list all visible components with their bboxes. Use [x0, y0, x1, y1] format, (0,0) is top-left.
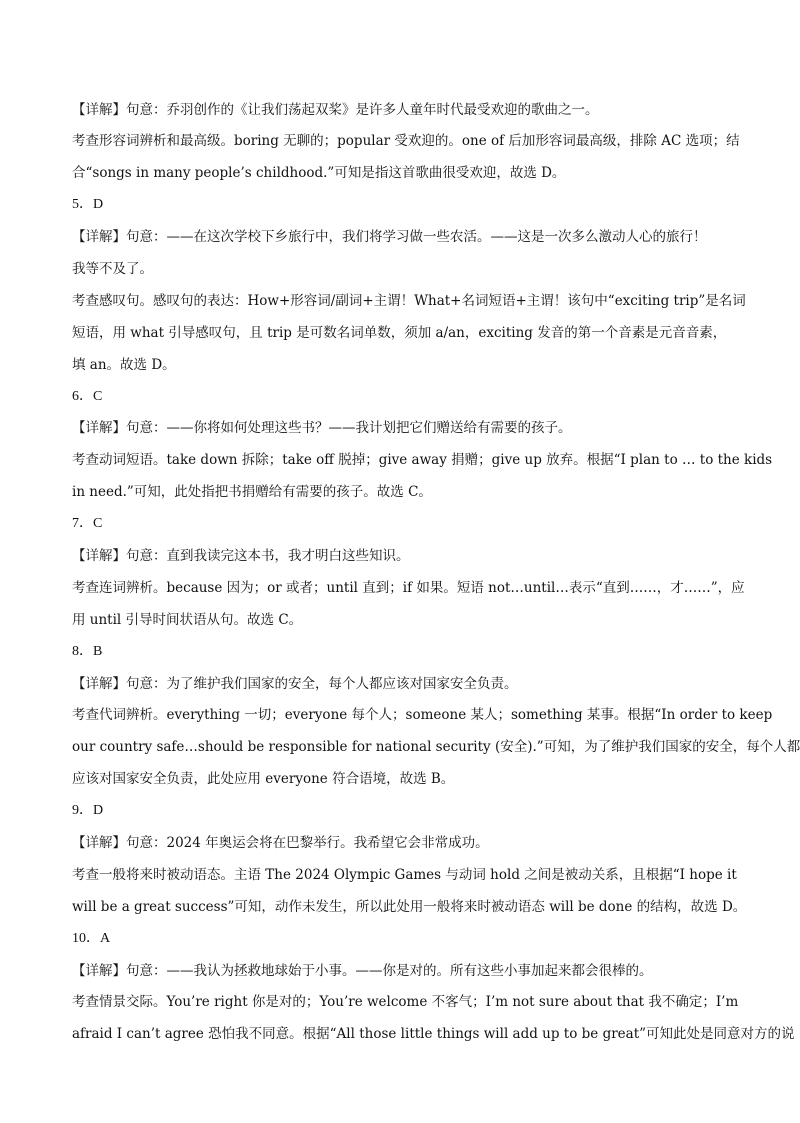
- text-line: 【详解】句意：为了维护我们国家的安全，每个人都应该对国家安全负责。: [72, 676, 518, 692]
- text-line: 考查形容词辨析和最高级。boring 无聊的；popular 受欢迎的。one of 后加形容词最高级，排除 AC 选项；结: [72, 133, 740, 149]
- text-line: will be a great success”可知，动作未发生，所以此处用一般将来时被动语态 will be done 的结构，故选 D。: [72, 899, 747, 915]
- question-number: 6．C: [72, 389, 103, 404]
- text-line: 【详解】句意：——你将如何处理这些书？——我计划把它们赠送给有需要的孩子。: [72, 420, 572, 436]
- text-line: 短语，用 what 引导感叹句，且 trip 是可数名词单数，须加 a/an，exciting 发音的第一个音素是元音音素，: [72, 325, 727, 341]
- text-line: our country safe…should be responsible for national security (安全).”可知，为了维护我们国家的安全，每个人都: [72, 739, 800, 755]
- text-line: 用 until 引导时间状语从句。故选 C。: [72, 612, 303, 628]
- text-line: 【详解】句意：2024 年奥运会将在巴黎举行。我希望它会非常成功。: [72, 835, 489, 851]
- text-line: 【详解】句意：乔羽创作的《让我们荡起双桨》是许多人童年时代最受欢迎的歌曲之一。: [72, 102, 599, 118]
- text-line: 应该对国家安全负责，此处应用 everyone 符合语境，故选 B。: [72, 771, 455, 787]
- question-number: 8．B: [72, 644, 103, 659]
- text-line: afraid I can’t agree 恐怕我不同意。根据“All those little things will add up to be great”可知此处是同意对方的说: [72, 1026, 795, 1042]
- text-line: 合“songs in many people’s childhood.”可知是指这首歌曲很受欢迎，故选 D。: [72, 165, 566, 181]
- text-line: 【详解】句意：——在这次学校下乡旅行中，我们将学习做一些农活。——这是一次多么激动人心的旅行！: [72, 229, 707, 245]
- text-line: 考查连词辨析。because 因为；or 或者；until 直到；if 如果。短语 not…until…表示“直到……，才……”，应: [72, 580, 745, 596]
- question-number: 7．C: [72, 516, 103, 531]
- text-line: 考查情景交际。You’re right 你是对的；You’re welcome 不客气；I’m not sure about that 我不确定；I’m: [72, 994, 739, 1010]
- text-line: 考查动词短语。take down 拆除；take off 脱掉；give away 捐赠；give up 放弃。根据“I plan to … to the kids: [72, 452, 773, 468]
- text-line: 考查感叹句。感叹句的表达：How+形容词/副词+主谓！What+名词短语+主谓！该句中“exciting trip”是名词: [72, 293, 746, 309]
- text-line: 填 an。故选 D。: [72, 357, 176, 373]
- text-line: 【详解】句意：——我认为拯救地球始于小事。——你是对的。所有这些小事加起来都会很棒的。: [72, 963, 653, 979]
- text-line: in need.”可知，此处指把书捐赠给有需要的孩子。故选 C。: [72, 484, 432, 500]
- question-number: 10．A: [72, 931, 111, 946]
- text-line: 【详解】句意：直到我读完这本书，我才明白这些知识。: [72, 548, 410, 564]
- text-line: 我等不及了。: [72, 261, 153, 277]
- text-line: 考查一般将来时被动语态。主语 The 2024 Olympic Games 与动词 hold 之间是被动关系，且根据“I hope it: [72, 867, 737, 883]
- question-number: 9．D: [72, 803, 104, 818]
- text-line: 考查代词辨析。everything 一切；everyone 每个人；someone 某人；something 某事。根据“In order to keep: [72, 707, 773, 723]
- question-number: 5．D: [72, 197, 104, 212]
